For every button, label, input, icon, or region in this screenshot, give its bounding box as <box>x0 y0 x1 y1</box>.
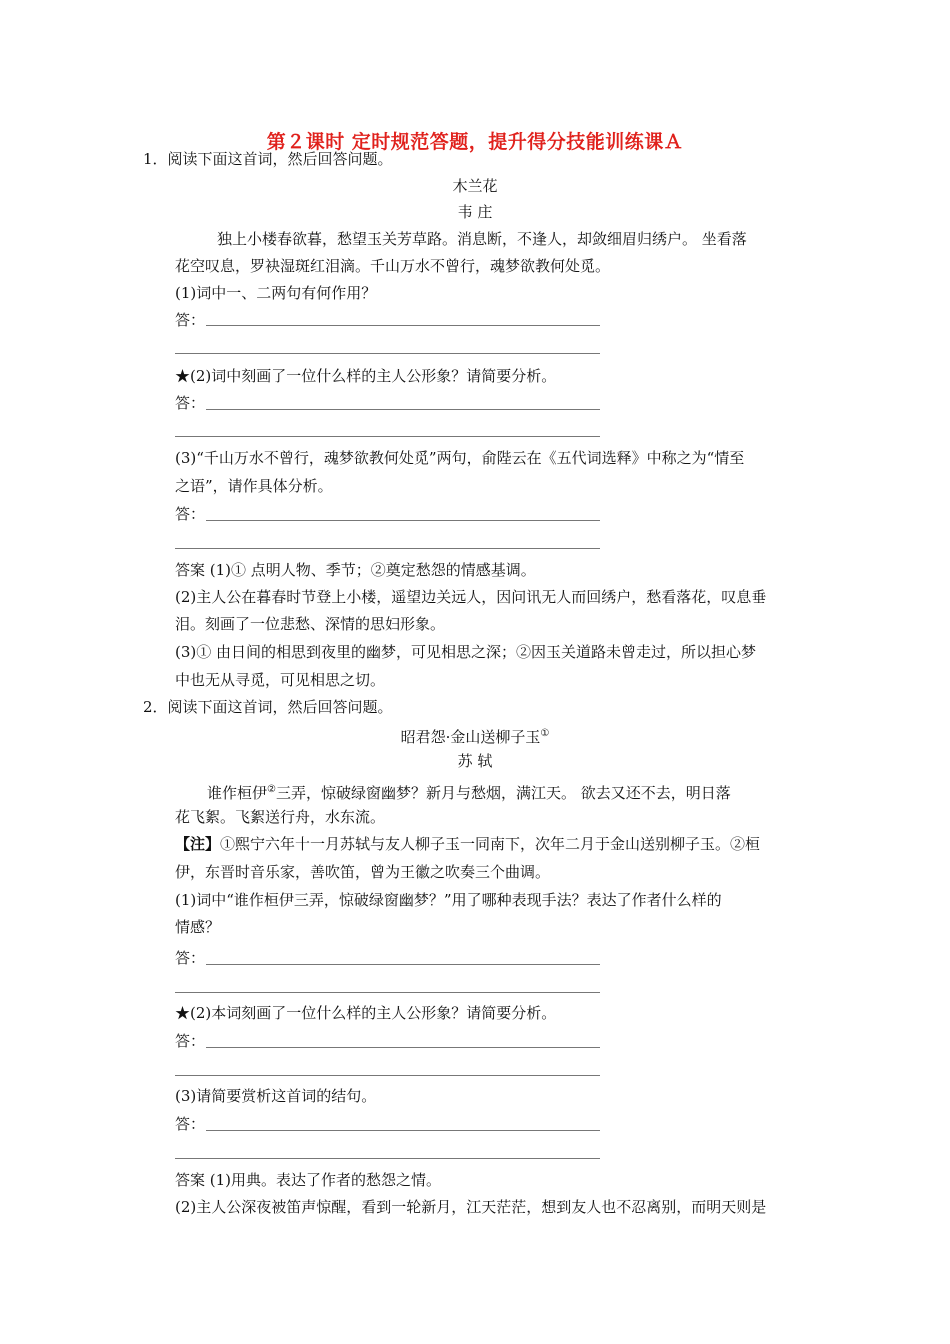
q2-intro: 2．阅读下面这首词，然后回答问题。 <box>143 698 393 716</box>
q2-note-line-1: 【注】①熙宁六年十一月苏轼与友人柳子玉一同南下，次年二月于金山送别柳子玉。②桓 <box>175 835 761 853</box>
q1-answer-label-2: 答： <box>175 394 206 412</box>
q1-answer-2-line-1: (2)主人公在暮春时节登上小楼，遥望边关远人，因问讯无人而回绣户，愁看落花，叹息垂 <box>175 588 767 606</box>
q1-poem-title: 木兰花 <box>452 177 498 195</box>
q2-note-label: 【注】 <box>175 835 221 853</box>
q1-answer-label-3: 答： <box>175 505 206 523</box>
q1-answer-2-line-2: 泪。刻画了一位悲愁、深情的思妇形象。 <box>175 615 446 633</box>
q2-poem-title: 昭君怨·金山送柳子玉① <box>400 728 550 746</box>
q1-answer-3-line-1: (3)① 由日间的相思到夜里的幽梦，可见相思之深；②因玉关道路未曾走过，所以担心梦 <box>175 643 757 661</box>
q2-answer-label-2: 答： <box>175 1032 206 1050</box>
q1-sub-question-3-line-2: 之语”，请作具体分析。 <box>175 477 333 495</box>
q2-poem-author: 苏 轼 <box>457 752 493 770</box>
q2-sub-question-1-line-2: 情感？ <box>175 918 221 936</box>
q1-answer-1: 答案 (1)① 点明人物、季节；②奠定愁怨的情感基调。 <box>175 561 536 579</box>
q2-answer-line-3b <box>175 1158 600 1159</box>
q2-sub-question-3: (3)请简要赏析这首词的结句。 <box>175 1087 377 1105</box>
q2-answer-line-1a <box>206 964 600 965</box>
q1-answer-label-1: 答： <box>175 311 206 329</box>
q2-answer-line-2b <box>175 1075 600 1076</box>
q1-answer-line-1b <box>175 353 600 354</box>
q2-poem-line-2: 花飞絮。飞絮送行舟，水东流。 <box>175 808 386 826</box>
q2-answer-label-3: 答： <box>175 1115 206 1133</box>
q2-sub-question-1-line-1: (1)词中“谁作桓伊三弄，惊破绿窗幽梦？”用了哪种表现手法？表达了作者什么样的 <box>175 891 722 909</box>
q2-poem-line-1: 谁作桓伊②三弄，惊破绿窗幽梦？新月与愁烟，满江天。 欲去又还不去，明日落 <box>207 784 731 802</box>
q1-answer-line-2b <box>175 436 600 437</box>
q2-poem-title-footnote-mark: ① <box>540 728 550 739</box>
q1-poem-line-1: 独上小楼春欲暮，愁望玉关芳草路。消息断，不逢人，却敛细眉归绣户。 坐看落 <box>217 230 747 248</box>
q1-poem-line-2: 花空叹息，罗袂湿斑红泪滴。千山万水不曾行，魂梦欲教何处觅。 <box>175 257 611 275</box>
q1-answer-3-line-2: 中也无从寻觅，可见相思之切。 <box>175 671 386 689</box>
q1-answer-line-2a <box>206 409 600 410</box>
q1-poem-author: 韦 庄 <box>457 203 493 221</box>
q2-note-line-2: 伊，东晋时音乐家，善吹笛，曾为王徽之吹奏三个曲调。 <box>175 863 551 881</box>
q1-intro: 1．阅读下面这首词，然后回答问题。 <box>143 150 393 168</box>
q2-answer-1: 答案 (1)用典。表达了作者的愁怨之情。 <box>175 1171 442 1189</box>
q2-poem-footnote-mark: ② <box>267 784 276 795</box>
q2-answer-2-line-1: (2)主人公深夜被笛声惊醒，看到一轮新月，江天茫茫，想到友人也不忍离别，而明天则是 <box>175 1198 767 1216</box>
q2-sub-question-2: ★(2)本词刻画了一位什么样的主人公形象？请简要分析。 <box>175 1004 557 1022</box>
q1-sub-question-2: ★(2)词中刻画了一位什么样的主人公形象？请简要分析。 <box>175 367 557 385</box>
q1-answer-line-3a <box>206 520 600 521</box>
q2-answer-label-1: 答： <box>175 949 206 967</box>
q1-answer-line-1a <box>206 325 600 326</box>
q2-answer-line-2a <box>206 1047 600 1048</box>
q2-answer-line-1b <box>175 992 600 993</box>
q1-sub-question-3-line-1: (3)“千山万水不曾行，魂梦欲教何处觅”两句，俞陛云在《五代词选释》中称之为“情至 <box>175 449 745 467</box>
q2-answer-line-3a <box>206 1130 600 1131</box>
q1-answer-line-3b <box>175 548 600 549</box>
q1-sub-question-1: (1)词中一、二两句有何作用？ <box>175 284 377 302</box>
page-title: 第２课时 定时规范答题，提升得分技能训练课Ａ <box>266 131 684 153</box>
